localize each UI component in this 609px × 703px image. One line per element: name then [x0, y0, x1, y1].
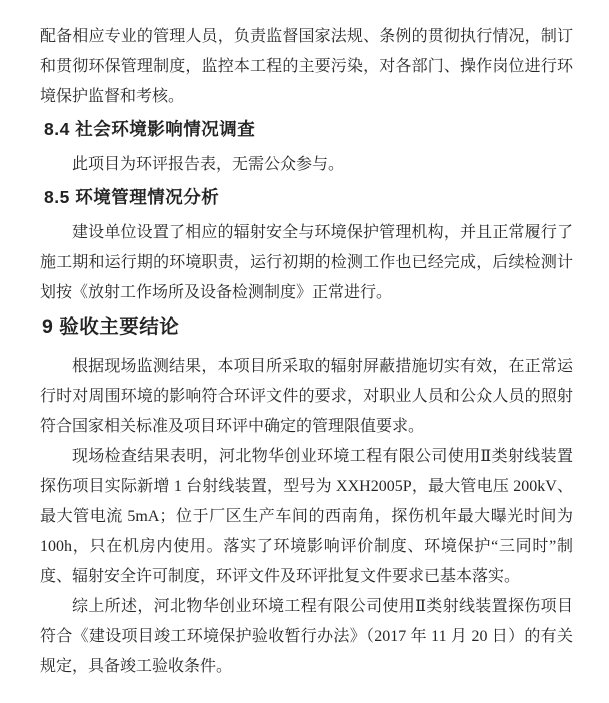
paragraph-management-organization: 建设单位设置了相应的辐射安全与环境保护管理机构，并且正常履行了施工期和运行期的环境职责，运行初期的检测工作也已经完成，后续检测计划按《放射工作场所及设备检测制度》正常进行。 [40, 224, 573, 301]
paragraph-management-duties: 配备相应专业的管理人员，负责监督国家法规、条例的贯彻执行情况，制订和贯彻环保管理制度，监控本工程的主要污染，对各部门、操作岗位进行环境保护监督和考核。 [40, 28, 573, 105]
paragraph-monitoring-results: 根据现场监测结果，本项目所采取的辐射屏蔽措施切实有效，在正常运行时对周围环境的影响符合环评文件的要求，对职业人员和公众人员的照射符合国家相关标准及项目环评中确定的管理限值要求。 [40, 358, 573, 435]
section-heading-8-5-environmental-management-analysis: 8.5 环境管理情况分析 [44, 187, 220, 207]
section-heading-8-4-social-environment-survey: 8.4 社会环境影响情况调查 [44, 119, 256, 139]
section-heading-9-acceptance-conclusion: 9 验收主要结论 [42, 316, 180, 338]
paragraph-final-conclusion: 综上所述，河北物华创业环境工程有限公司使用Ⅱ类射线装置探伤项目符合《建设项目竣工环境保护验收暂行办法》（2017 年 11 月 20 日）的有关规定，具备竣工验收条件。 [40, 598, 573, 675]
paragraph-public-participation: 此项目为环评报告表，无需公众参与。 [72, 156, 345, 173]
paragraph-site-inspection-results: 现场检查结果表明，河北物华创业环境工程有限公司使用Ⅱ类射线装置探伤项目实际新增 1 台射线装置，型号为 XXH2005P，最大管电压 200kV、最大管电流 5mA；位于厂区生产车间的西南角，探伤机年最大曝光时间为 100h，只在机房内使用。落实了环境影响评价制度、环境保护“三同时”制度、辐射安全许可制度，环评文件及环评批复文件要求已基本落实。 [40, 448, 573, 585]
